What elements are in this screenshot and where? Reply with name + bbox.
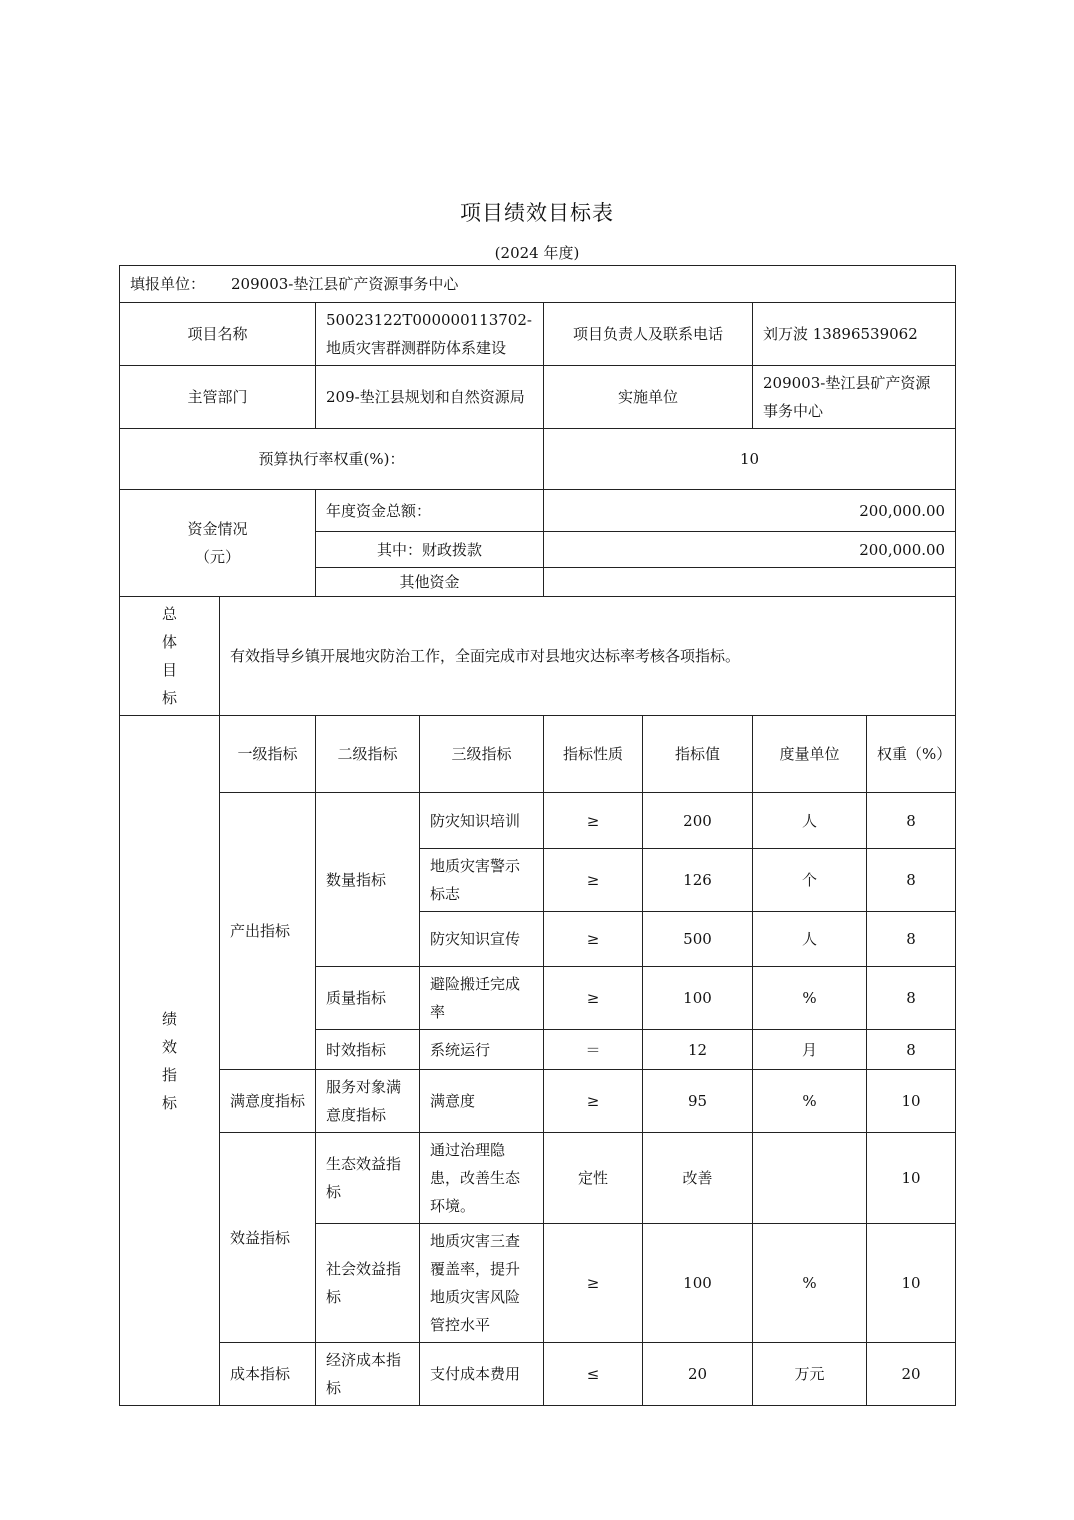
fill-unit-cell	[120, 266, 956, 303]
project-name-row	[120, 303, 956, 366]
goal-label-char: 标	[161, 689, 177, 707]
weight-cell: 10	[867, 1070, 956, 1133]
value-cell: 20	[643, 1343, 753, 1406]
page-title: 项目绩效目标表	[460, 201, 614, 225]
fill-unit-label: 填报单位：	[130, 275, 206, 293]
year-subtitle: (2024 年度)	[494, 244, 580, 262]
header-unit: 度量单位	[753, 716, 867, 793]
value-cell: 126	[643, 849, 753, 912]
fill-unit-value: 209003-垫江县矿产资源事务中心	[231, 275, 459, 293]
l1-cell: 满意度指标	[220, 1070, 316, 1133]
nature-cell: ≥	[544, 912, 643, 967]
table-row	[120, 1343, 956, 1406]
fill-unit-row	[120, 266, 956, 303]
funds-total-label: 年度资金总额：	[316, 490, 544, 532]
funds-label-line2: （元）	[194, 548, 240, 566]
l3-cell: 防灾知识宣传	[420, 912, 544, 967]
weight-cell: 8	[867, 912, 956, 967]
project-name-value: 50023122T000000113702-地质灾害群测群防体系建设	[316, 303, 544, 366]
nature-cell: ＝	[544, 1030, 643, 1070]
value-cell: 改善	[643, 1133, 753, 1224]
nature-cell: ≥	[544, 1070, 643, 1133]
funds-label-line1: 资金情况	[187, 520, 248, 538]
funds-other-value	[544, 568, 956, 597]
weight-cell: 10	[867, 1224, 956, 1343]
l2-cell: 服务对象满意度指标	[316, 1070, 420, 1133]
weight-cell: 10	[867, 1133, 956, 1224]
value-cell: 500	[643, 912, 753, 967]
dept-label: 主管部门	[120, 366, 316, 429]
impl-label: 实施单位	[544, 366, 753, 429]
budget-weight-label: 预算执行率权重(%)：	[120, 429, 544, 490]
nature-cell: 定性	[544, 1133, 643, 1224]
indicators-label-char: 标	[161, 1093, 177, 1112]
leader-value: 刘万波 13896539062	[753, 303, 956, 366]
header-l2: 二级指标	[316, 716, 420, 793]
unit-cell	[753, 1133, 867, 1224]
weight-cell: 8	[867, 849, 956, 912]
l3-cell: 系统运行	[420, 1030, 544, 1070]
header-l3: 三级指标	[420, 716, 544, 793]
table-row	[120, 1133, 956, 1224]
unit-cell: %	[753, 967, 867, 1030]
l2-cell: 时效指标	[316, 1030, 420, 1070]
project-name-label: 项目名称	[120, 303, 316, 366]
indicators-label-char: 效	[161, 1037, 177, 1056]
l3-cell: 防灾知识培训	[420, 793, 544, 849]
l3-cell: 支付成本费用	[420, 1343, 544, 1406]
table-row	[120, 793, 956, 849]
indicators-label-char: 绩	[161, 1009, 177, 1028]
weight-cell: 8	[867, 1030, 956, 1070]
nature-cell: ≥	[544, 849, 643, 912]
unit-cell: %	[753, 1070, 867, 1133]
goal-text: 有效指导乡镇开展地灾防治工作，全面完成市对县地灾达标率考核各项指标。	[220, 597, 956, 716]
l3-cell: 地质灾害三查覆盖率，提升地质灾害风险管控水平	[420, 1224, 544, 1343]
funds-total-value: 200,000.00	[544, 490, 956, 532]
l3-cell: 地质灾害警示标志	[420, 849, 544, 912]
dept-row	[120, 366, 956, 429]
indicators-label	[120, 716, 220, 1406]
goal-label-char: 总	[161, 605, 177, 623]
nature-cell: ≤	[544, 1343, 643, 1406]
performance-table	[119, 265, 956, 1406]
budget-weight-row	[120, 429, 956, 490]
value-cell: 12	[643, 1030, 753, 1070]
unit-cell: %	[753, 1224, 867, 1343]
unit-cell: 人	[753, 793, 867, 849]
unit-cell: 月	[753, 1030, 867, 1070]
funds-fiscal-value: 200,000.00	[544, 532, 956, 568]
funds-label	[120, 490, 316, 597]
header-nature: 指标性质	[544, 716, 643, 793]
weight-cell: 20	[867, 1343, 956, 1406]
unit-cell: 个	[753, 849, 867, 912]
dept-value: 209-垫江县规划和自然资源局	[316, 366, 544, 429]
nature-cell: ≥	[544, 1224, 643, 1343]
weight-cell: 8	[867, 967, 956, 1030]
value-cell: 100	[643, 1224, 753, 1343]
header-l1: 一级指标	[220, 716, 316, 793]
goal-label-char: 目	[161, 661, 177, 679]
value-cell: 95	[643, 1070, 753, 1133]
l1-cell: 成本指标	[220, 1343, 316, 1406]
funds-other-label: 其他资金	[316, 568, 544, 597]
table-row	[120, 1070, 956, 1133]
weight-cell: 8	[867, 793, 956, 849]
value-cell: 200	[643, 793, 753, 849]
l3-cell: 通过治理隐患，改善生态环境。	[420, 1133, 544, 1224]
goal-row	[120, 597, 956, 716]
unit-cell: 万元	[753, 1343, 867, 1406]
nature-cell: ≥	[544, 793, 643, 849]
leader-label: 项目负责人及联系电话	[544, 303, 753, 366]
goal-label-char: 体	[161, 633, 177, 651]
l3-cell: 避险搬迁完成率	[420, 967, 544, 1030]
unit-cell: 人	[753, 912, 867, 967]
nature-cell: ≥	[544, 967, 643, 1030]
value-cell: 100	[643, 967, 753, 1030]
l2-cell: 社会效益指标	[316, 1224, 420, 1343]
indicators-label-char: 指	[161, 1065, 177, 1084]
header-value: 指标值	[643, 716, 753, 793]
l2-cell: 经济成本指标	[316, 1343, 420, 1406]
l2-cell: 数量指标	[316, 793, 420, 967]
funds-total-row	[120, 490, 956, 532]
l1-cell: 效益指标	[220, 1133, 316, 1343]
header-weight: 权重（%）	[867, 716, 956, 793]
l1-cell: 产出指标	[220, 793, 316, 1070]
l2-cell: 生态效益指标	[316, 1133, 420, 1224]
funds-fiscal-label: 其中：财政拨款	[316, 532, 544, 568]
l3-cell: 满意度	[420, 1070, 544, 1133]
goal-label	[120, 597, 220, 716]
impl-value: 209003-垫江县矿产资源事务中心	[753, 366, 956, 429]
indicator-header-row	[120, 716, 956, 793]
budget-weight-value: 10	[544, 429, 956, 490]
l2-cell: 质量指标	[316, 967, 420, 1030]
